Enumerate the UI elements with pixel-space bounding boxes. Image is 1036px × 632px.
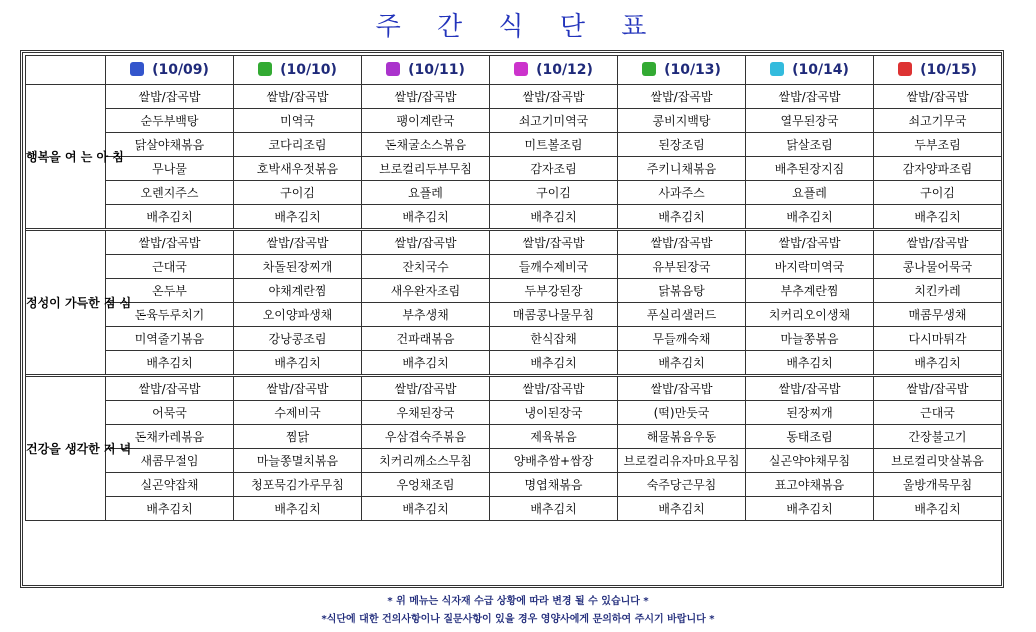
menu-item: 매콤콩나물무침 xyxy=(490,303,618,327)
menu-sheet xyxy=(20,50,1004,588)
menu-row xyxy=(26,109,1002,133)
menu-item: 쌀밥/잡곡밥 xyxy=(490,231,618,255)
notice-change: * 위 메뉴는 식자재 수급 상황에 따라 변경 될 수 있습니다 * xyxy=(387,596,649,607)
menu-row xyxy=(26,303,1002,327)
menu-item: 쌀밥/잡곡밥 xyxy=(362,231,490,255)
menu-item: 무나물 xyxy=(106,157,234,181)
menu-item: 배추김치 xyxy=(874,351,1002,375)
menu-item: 새우완자조림 xyxy=(362,279,490,303)
menu-item: 주키니채볶음 xyxy=(618,157,746,181)
menu-row xyxy=(26,181,1002,205)
menu-item: 쌀밥/잡곡밥 xyxy=(234,377,362,401)
menu-item: 마늘쫑멸치볶음 xyxy=(234,449,362,473)
meal-label: 행복을 여 는 아 침 xyxy=(26,85,106,229)
menu-item: 쌀밥/잡곡밥 xyxy=(106,377,234,401)
menu-row xyxy=(26,255,1002,279)
menu-item: 호박새우젓볶음 xyxy=(234,157,362,181)
water-day-icon xyxy=(386,62,400,76)
menu-item: 야채계란찜 xyxy=(234,279,362,303)
meal-label: 건강을 생각한 저 녁 xyxy=(26,377,106,521)
menu-item: 브로컬리두부무침 xyxy=(362,157,490,181)
menu-row xyxy=(26,327,1002,351)
menu-item: 무들깨숙채 xyxy=(618,327,746,351)
menu-item: 구이김 xyxy=(490,181,618,205)
menu-item: 감자양파조림 xyxy=(874,157,1002,181)
menu-item: 숙주당근무침 xyxy=(618,473,746,497)
fire-day-icon xyxy=(258,62,272,76)
menu-item: 배추김치 xyxy=(362,205,490,229)
menu-item: 브로컬리유자마요무침 xyxy=(618,449,746,473)
menu-item: 배추김치 xyxy=(490,351,618,375)
notice-inquiry: *식단에 대한 건의사항이나 질문사항이 있을 경우 영양사에게 문의하여 주시기 바랍니다 * xyxy=(321,614,715,625)
menu-item: 배추김치 xyxy=(746,351,874,375)
menu-item: 마늘쫑볶음 xyxy=(746,327,874,351)
corner-cell xyxy=(26,56,106,85)
menu-row xyxy=(26,449,1002,473)
menu-item: 브로컬리맛살볶음 xyxy=(874,449,1002,473)
day-header: (10/14) xyxy=(746,56,874,85)
menu-item: 사과주스 xyxy=(618,181,746,205)
menu-item: 미역줄기볶음 xyxy=(106,327,234,351)
menu-item: 냉이된장국 xyxy=(490,401,618,425)
menu-item: 두부조림 xyxy=(874,133,1002,157)
menu-item: 치커리오이생채 xyxy=(746,303,874,327)
menu-item: 실곤약잡채 xyxy=(106,473,234,497)
menu-item: 동태조림 xyxy=(746,425,874,449)
menu-row xyxy=(26,377,1002,401)
menu-item: 우삼겹숙주볶음 xyxy=(362,425,490,449)
menu-row xyxy=(26,497,1002,521)
menu-row xyxy=(26,157,1002,181)
menu-item: 배추김치 xyxy=(234,205,362,229)
menu-item: 배추김치 xyxy=(362,351,490,375)
menu-item: 쌀밥/잡곡밥 xyxy=(618,231,746,255)
menu-item: 들깨수제비국 xyxy=(490,255,618,279)
earth-day-icon xyxy=(770,62,784,76)
menu-item: 배추김치 xyxy=(746,205,874,229)
menu-row xyxy=(26,231,1002,255)
menu-row xyxy=(26,473,1002,497)
day-header: (10/10) xyxy=(234,56,362,85)
menu-item: 배추김치 xyxy=(490,205,618,229)
menu-item: 오이양파생채 xyxy=(234,303,362,327)
menu-item: 배추김치 xyxy=(234,497,362,521)
menu-item: 배추김치 xyxy=(618,205,746,229)
day-header: (10/12) xyxy=(490,56,618,85)
menu-item: 돈채굴소스볶음 xyxy=(362,133,490,157)
menu-item: 쌀밥/잡곡밥 xyxy=(746,85,874,109)
menu-body xyxy=(26,85,1002,521)
moon-day-icon xyxy=(130,62,144,76)
menu-item: 배추김치 xyxy=(490,497,618,521)
menu-item: 간장불고기 xyxy=(874,425,1002,449)
menu-item: 한식잡채 xyxy=(490,327,618,351)
meal-label: 정성이 가득한 점 심 xyxy=(26,231,106,375)
menu-item: 오렌지주스 xyxy=(106,181,234,205)
menu-item: 구이김 xyxy=(874,181,1002,205)
sun-day-icon xyxy=(898,62,912,76)
menu-item: 배추김치 xyxy=(362,497,490,521)
menu-item: 열무된장국 xyxy=(746,109,874,133)
day-header: (10/09) xyxy=(106,56,234,85)
menu-item: 부추계란찜 xyxy=(746,279,874,303)
menu-item: 배추김치 xyxy=(106,497,234,521)
menu-item: 바지락미역국 xyxy=(746,255,874,279)
menu-item: 쌀밥/잡곡밥 xyxy=(106,85,234,109)
menu-item: 쌀밥/잡곡밥 xyxy=(490,377,618,401)
menu-item: 배추김치 xyxy=(106,205,234,229)
menu-item: 우엉채조림 xyxy=(362,473,490,497)
menu-item: 요플레 xyxy=(362,181,490,205)
menu-item: 쌀밥/잡곡밥 xyxy=(618,377,746,401)
menu-item: 치커리깨소스무침 xyxy=(362,449,490,473)
menu-row xyxy=(26,85,1002,109)
menu-item: 배추김치 xyxy=(618,497,746,521)
menu-item: 배추김치 xyxy=(106,351,234,375)
menu-item: 돈채카레볶음 xyxy=(106,425,234,449)
menu-item: 요플레 xyxy=(746,181,874,205)
menu-item: 표고야채볶음 xyxy=(746,473,874,497)
menu-item: 치킨카레 xyxy=(874,279,1002,303)
menu-item: 팽이계란국 xyxy=(362,109,490,133)
menu-item: 닭살조림 xyxy=(746,133,874,157)
menu-item: 차돌된장찌개 xyxy=(234,255,362,279)
menu-item: 수제비국 xyxy=(234,401,362,425)
menu-item: 쌀밥/잡곡밥 xyxy=(362,85,490,109)
menu-item: 강낭콩조림 xyxy=(234,327,362,351)
menu-item: 쌀밥/잡곡밥 xyxy=(362,377,490,401)
gold-day-icon xyxy=(642,62,656,76)
menu-item: 근대국 xyxy=(874,401,1002,425)
menu-item: 된장조림 xyxy=(618,133,746,157)
menu-item: 배추김치 xyxy=(234,351,362,375)
tree-day-icon xyxy=(514,62,528,76)
menu-item: 쌀밥/잡곡밥 xyxy=(874,85,1002,109)
menu-item: 콩비지백탕 xyxy=(618,109,746,133)
menu-item: 배추김치 xyxy=(874,205,1002,229)
menu-item: 다시마튀각 xyxy=(874,327,1002,351)
menu-item: 순두부백탕 xyxy=(106,109,234,133)
menu-item: 울방개묵무침 xyxy=(874,473,1002,497)
menu-item: 쌀밥/잡곡밥 xyxy=(234,85,362,109)
page-title: 주 간 식 단 표 xyxy=(375,12,661,42)
menu-item: 코다리조림 xyxy=(234,133,362,157)
menu-item: 배추김치 xyxy=(874,497,1002,521)
menu-item: 돈육두루치기 xyxy=(106,303,234,327)
menu-item: 쌀밥/잡곡밥 xyxy=(746,231,874,255)
menu-item: 쌀밥/잡곡밥 xyxy=(234,231,362,255)
menu-item: 닭살야채볶음 xyxy=(106,133,234,157)
menu-item: 배추김치 xyxy=(746,497,874,521)
weekly-menu-table xyxy=(25,55,1002,521)
menu-item: 콩나물어묵국 xyxy=(874,255,1002,279)
menu-item: 미역국 xyxy=(234,109,362,133)
menu-item: 쌀밥/잡곡밥 xyxy=(874,231,1002,255)
menu-item: 쇠고기무국 xyxy=(874,109,1002,133)
menu-item: 온두부 xyxy=(106,279,234,303)
menu-item: 감자조림 xyxy=(490,157,618,181)
menu-item: 해물볶음우동 xyxy=(618,425,746,449)
menu-item: 쇠고기미역국 xyxy=(490,109,618,133)
menu-item: 양배추쌈+쌈장 xyxy=(490,449,618,473)
menu-row xyxy=(26,133,1002,157)
menu-item: 제육볶음 xyxy=(490,425,618,449)
menu-item: 쌀밥/잡곡밥 xyxy=(490,85,618,109)
menu-item: 된장찌개 xyxy=(746,401,874,425)
menu-item: 쌀밥/잡곡밥 xyxy=(746,377,874,401)
menu-item: 배추김치 xyxy=(618,351,746,375)
menu-item: 미트볼조림 xyxy=(490,133,618,157)
menu-item: 푸실리샐러드 xyxy=(618,303,746,327)
menu-item: 근대국 xyxy=(106,255,234,279)
menu-item: 부추생채 xyxy=(362,303,490,327)
menu-item: 구이김 xyxy=(234,181,362,205)
menu-item: 쌀밥/잡곡밥 xyxy=(618,85,746,109)
menu-row xyxy=(26,351,1002,375)
menu-row xyxy=(26,425,1002,449)
menu-item: 잔치국수 xyxy=(362,255,490,279)
menu-item: 쌀밥/잡곡밥 xyxy=(106,231,234,255)
menu-item: 건파래볶음 xyxy=(362,327,490,351)
menu-item: (떡)만둣국 xyxy=(618,401,746,425)
menu-item: 배추된장지짐 xyxy=(746,157,874,181)
day-header: (10/11) xyxy=(362,56,490,85)
menu-row xyxy=(26,279,1002,303)
header-row xyxy=(26,56,1002,85)
menu-item: 새콤무절임 xyxy=(106,449,234,473)
menu-item: 쌀밥/잡곡밥 xyxy=(874,377,1002,401)
menu-item: 닭볶음탕 xyxy=(618,279,746,303)
day-header: (10/15) xyxy=(874,56,1002,85)
menu-item: 유부된장국 xyxy=(618,255,746,279)
menu-item: 실곤약야채무침 xyxy=(746,449,874,473)
menu-item: 매콤무생채 xyxy=(874,303,1002,327)
menu-row xyxy=(26,401,1002,425)
menu-item: 명엽채볶음 xyxy=(490,473,618,497)
menu-item: 두부강된장 xyxy=(490,279,618,303)
menu-item: 어묵국 xyxy=(106,401,234,425)
menu-item: 찜닭 xyxy=(234,425,362,449)
day-header: (10/13) xyxy=(618,56,746,85)
menu-item: 우채된장국 xyxy=(362,401,490,425)
menu-item: 청포묵김가루무침 xyxy=(234,473,362,497)
menu-row xyxy=(26,205,1002,229)
